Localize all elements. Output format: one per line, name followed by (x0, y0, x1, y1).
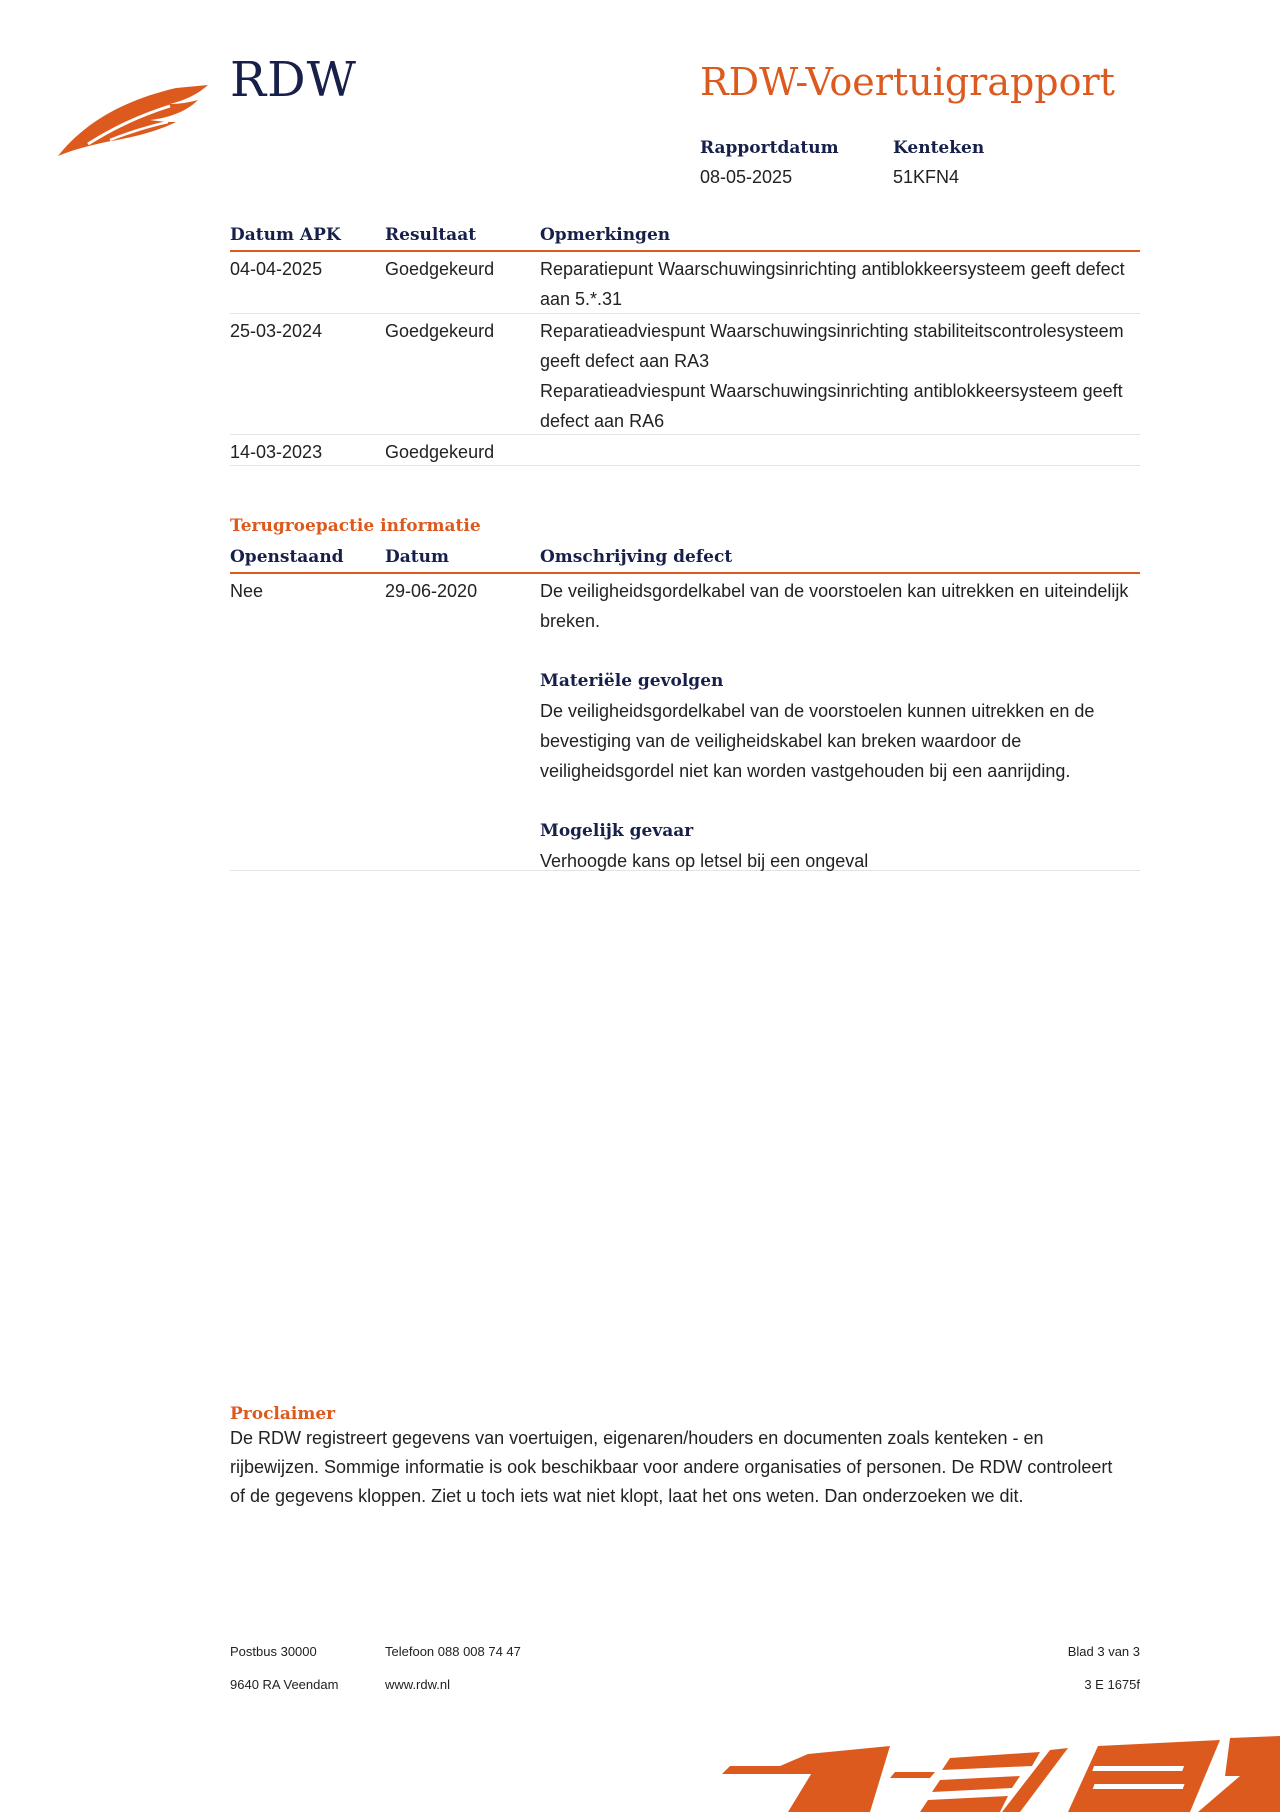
footer-code: 3 E 1675f (1084, 1677, 1140, 1692)
recall-section-title: Terugroepactie informatie (230, 516, 481, 536)
apk-result: Goedgekeurd (385, 442, 495, 462)
recall-table-header (230, 542, 1140, 574)
gevaar-text: Verhoogde kans op letsel bij een ongeval (540, 851, 869, 871)
apk-table-header (230, 220, 1140, 252)
apk-result: Goedgekeurd (385, 321, 495, 341)
apk-table (230, 220, 1140, 466)
header-datum: Datum (385, 547, 449, 567)
kenteken-value: 51KFN4 (893, 167, 960, 187)
apk-remarks (540, 252, 1140, 314)
rdw-wing-logo-icon (58, 82, 208, 162)
header-opmerkingen: Opmerkingen (540, 225, 671, 245)
rdw-stripes-decoration (720, 1736, 1280, 1812)
apk-date: 25-03-2024 (230, 321, 323, 341)
spacer (540, 786, 1140, 816)
footer-address: 9640 RA Veendam (230, 1677, 339, 1692)
apk-remarks (540, 314, 1140, 436)
apk-result: Goedgekeurd (385, 259, 495, 279)
table-row (230, 574, 1140, 871)
header-resultaat: Resultaat (385, 225, 477, 245)
gevolgen-text: De veiligheidsgordelkabel van de voorstoelen kunnen uitrekken en de bevestiging van de veiligheidskabel kan breken waardoor de veiligheidsgordel niet kan worden vastgehouden bij een aanrijding. (540, 701, 1095, 781)
table-row (230, 435, 1140, 466)
defect-text: De veiligheidsgordelkabel van de voorstoelen kan uitrekken en uiteindelijk breken. (540, 581, 1129, 631)
spacer (540, 636, 1140, 666)
recall-date: 29-06-2020 (385, 581, 478, 601)
footer-page-number: Blad 3 van 3 (1067, 1644, 1140, 1659)
header-omschrijving: Omschrijving defect (540, 547, 733, 567)
footer-postbus: Postbus 30000 (230, 1644, 317, 1659)
remark-text: Reparatiepunt Waarschuwingsinrichting antiblokkeersysteem geeft defect aan 5.*.31 (540, 259, 1125, 309)
proclaimer-text: De RDW registreert gegevens van voertuigen, eigenaren/houders en documenten zoals kenteken - en rijbewijzen. Sommige informatie is ook beschikbaar voor andere organisaties of personen. De RDW controleert of de gegevens kloppen. Ziet u toch iets wat niet klopt, laat het ons weten. Dan onderzoeken we dit. (230, 1428, 1113, 1506)
remark-text: Reparatieadviespunt Waarschuwingsinrichting antiblokkeersysteem geeft defect aan RA6 (540, 381, 1123, 431)
footer-telefoon: Telefoon 088 008 74 47 (385, 1644, 521, 1659)
header-openstaand: Openstaand (230, 547, 344, 567)
recall-open: Nee (230, 581, 264, 601)
recall-description (540, 574, 1140, 876)
rapportdatum-value: 08-05-2025 (700, 167, 793, 187)
footer-website[interactable]: www.rdw.nl (385, 1677, 451, 1692)
table-row (230, 314, 1140, 435)
remark-text: Reparatieadviespunt Waarschuwingsinrichting stabiliteitscontrolesysteem geeft defect aan RA3 (540, 321, 1124, 371)
page-title: RDW-Voertuigrapport (700, 60, 1115, 104)
apk-date: 14-03-2023 (230, 442, 323, 462)
brand-name: RDW (230, 52, 357, 108)
rapportdatum-label: Rapportdatum (700, 138, 839, 158)
table-row (230, 252, 1140, 314)
kenteken-label: Kenteken (893, 138, 985, 158)
proclaimer-title: Proclaimer (230, 1404, 336, 1424)
apk-date: 04-04-2025 (230, 259, 323, 279)
gevaar-title: Mogelijk gevaar (540, 821, 694, 841)
header-datum-apk: Datum APK (230, 225, 341, 245)
recall-table (230, 542, 1140, 871)
gevolgen-title: Materiële gevolgen (540, 671, 724, 691)
